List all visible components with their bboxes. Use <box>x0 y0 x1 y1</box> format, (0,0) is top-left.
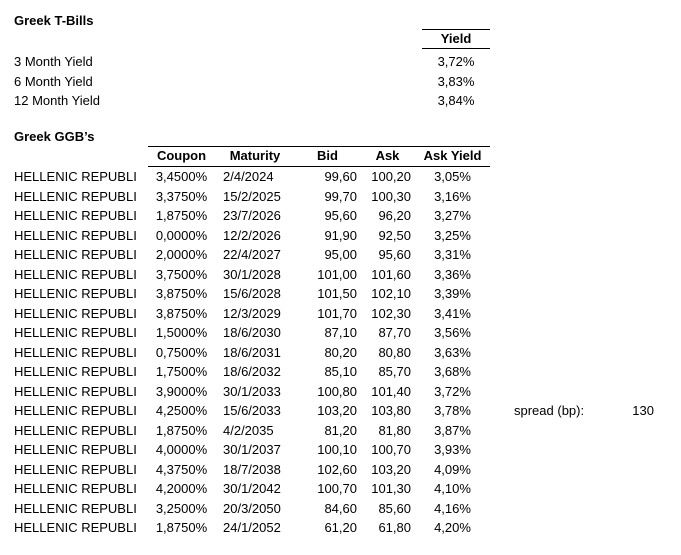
bond-coupon: 4,3750% <box>155 461 208 477</box>
bond-bid: 102,60 <box>317 461 357 477</box>
bond-ask-yield: 4,20% <box>434 520 471 535</box>
bond-row <box>14 460 490 480</box>
bond-bid: 61,20 <box>324 520 357 535</box>
bond-row <box>14 479 490 499</box>
bond-bid: 95,60 <box>324 208 357 223</box>
bond-ask: 61,80 <box>378 520 411 535</box>
bond-maturity: 22/4/2027 <box>223 247 281 262</box>
bond-maturity: 23/7/2026 <box>223 208 281 223</box>
bond-ask-yield: 3,78% <box>434 403 471 418</box>
bond-coupon: 3,7500% <box>155 266 208 282</box>
bond-issuer: HELLENIC REPUBLI <box>14 169 137 184</box>
bond-issuer: HELLENIC REPUBLI <box>14 383 137 399</box>
bond-ask-yield: 3,87% <box>434 422 471 438</box>
bond-coupon: 3,2500% <box>155 500 208 516</box>
bond-maturity: 4/2/2035 <box>223 422 274 438</box>
bond-row <box>14 226 490 246</box>
bond-row <box>14 284 490 304</box>
bond-bid: 99,70 <box>324 188 357 204</box>
bond-ask: 85,60 <box>378 500 411 516</box>
ggb-bond-table <box>14 146 490 538</box>
bond-ask-yield: 3,56% <box>434 325 471 340</box>
bond-issuer: HELLENIC REPUBLI <box>14 403 137 418</box>
bond-maturity: 24/1/2052 <box>223 520 281 535</box>
bond-maturity: 18/6/2032 <box>223 364 281 379</box>
bond-ask-yield: 4,09% <box>434 461 471 477</box>
bond-ask: 102,10 <box>371 286 411 301</box>
spread-annotation <box>514 401 674 421</box>
bond-coupon: 1,5000% <box>155 325 208 340</box>
bond-issuer: HELLENIC REPUBLI <box>14 520 137 535</box>
bond-row <box>14 167 490 187</box>
bond-bid: 95,00 <box>324 247 357 262</box>
bond-issuer: HELLENIC REPUBLI <box>14 442 137 457</box>
bond-row <box>14 362 490 382</box>
header-ask: Ask <box>360 146 415 167</box>
bond-issuer: HELLENIC REPUBLI <box>14 305 137 321</box>
bond-ask: 100,70 <box>371 442 411 457</box>
bond-ask-yield: 4,16% <box>434 500 471 516</box>
bond-maturity: 12/2/2026 <box>223 227 281 243</box>
bond-row <box>14 421 490 441</box>
bond-ask: 100,20 <box>371 169 411 184</box>
bond-ask-yield: 3,72% <box>434 383 471 399</box>
bond-row <box>14 206 490 226</box>
bond-issuer: HELLENIC REPUBLI <box>14 286 137 301</box>
bond-ask: 80,80 <box>378 344 411 360</box>
bond-bid: 99,60 <box>324 169 357 184</box>
bond-ask: 100,30 <box>371 188 411 204</box>
header-ask-yield: Ask Yield <box>415 146 490 167</box>
bond-bid: 100,80 <box>317 383 357 399</box>
bond-ask-yield: 3,05% <box>434 169 471 184</box>
bond-coupon: 4,0000% <box>155 442 208 457</box>
bond-maturity: 2/4/2024 <box>223 169 274 184</box>
bond-ask-yield: 3,41% <box>434 305 471 321</box>
bond-ask: 81,80 <box>378 422 411 438</box>
tbill-yield-value: 3,83% <box>437 73 475 89</box>
bond-row <box>14 265 490 285</box>
bond-bid: 87,10 <box>324 325 357 340</box>
bond-maturity: 30/1/2033 <box>223 383 281 399</box>
tbills-yield-column-header: Yield <box>422 29 490 49</box>
bond-ask: 96,20 <box>378 208 411 223</box>
bond-row <box>14 382 490 402</box>
bond-ask: 87,70 <box>378 325 411 340</box>
ggb-table-body <box>14 167 490 538</box>
bond-ask-yield: 3,27% <box>434 208 471 223</box>
bond-coupon: 1,8750% <box>155 520 208 535</box>
spread-label: spread (bp): <box>514 403 585 418</box>
bond-maturity: 30/1/2028 <box>223 266 281 282</box>
bond-ask: 92,50 <box>378 227 411 243</box>
tbill-yield-value: 3,84% <box>437 93 475 109</box>
bond-coupon: 4,2500% <box>155 403 208 418</box>
bond-coupon: 1,8750% <box>155 422 208 438</box>
tbills-section-title: Greek T-Bills <box>14 13 94 28</box>
bond-coupon: 1,8750% <box>155 208 208 223</box>
bond-row <box>14 518 490 538</box>
bond-issuer: HELLENIC REPUBLI <box>14 188 137 204</box>
bond-ask-yield: 3,63% <box>434 344 471 360</box>
ggb-table-header-row <box>14 146 490 167</box>
bond-maturity: 18/7/2038 <box>223 461 281 477</box>
bond-ask: 85,70 <box>378 364 411 379</box>
tbills-rows <box>14 52 490 111</box>
bond-coupon: 0,7500% <box>155 344 208 360</box>
bond-maturity: 15/2/2025 <box>223 188 281 204</box>
bond-coupon: 0,0000% <box>155 227 208 243</box>
tbill-label: 6 Month Yield <box>14 73 93 89</box>
bond-coupon: 4,2000% <box>155 481 208 496</box>
bond-ask-yield: 3,16% <box>434 188 471 204</box>
bond-ask: 103,80 <box>371 403 411 418</box>
bond-row <box>14 245 490 265</box>
bond-coupon: 3,3750% <box>155 188 208 204</box>
bond-issuer: HELLENIC REPUBLI <box>14 325 137 340</box>
bond-coupon: 3,9000% <box>155 383 208 399</box>
bond-ask: 101,40 <box>371 383 411 399</box>
spread-value: 130 <box>632 403 654 418</box>
bond-ask-yield: 3,39% <box>434 286 471 301</box>
bond-ask-yield: 3,93% <box>434 442 471 457</box>
bond-bid: 81,20 <box>324 422 357 438</box>
bond-issuer: HELLENIC REPUBLI <box>14 481 137 496</box>
header-bid: Bid <box>295 146 360 167</box>
bond-maturity: 12/3/2029 <box>223 305 281 321</box>
bond-row <box>14 187 490 207</box>
bond-coupon: 2,0000% <box>155 247 208 262</box>
bond-bid: 103,20 <box>317 403 357 418</box>
bond-issuer: HELLENIC REPUBLI <box>14 364 137 379</box>
bond-maturity: 18/6/2030 <box>223 325 281 340</box>
ggb-section-title: Greek GGB’s <box>14 129 95 144</box>
tbill-row <box>14 72 490 92</box>
bond-row <box>14 323 490 343</box>
bond-ask-yield: 3,68% <box>434 364 471 379</box>
bond-maturity: 30/1/2042 <box>223 481 281 496</box>
bond-bid: 80,20 <box>324 344 357 360</box>
bond-issuer: HELLENIC REPUBLI <box>14 422 137 438</box>
bond-ask: 103,20 <box>371 461 411 477</box>
bond-ask-yield: 4,10% <box>434 481 471 496</box>
bond-ask-yield: 3,36% <box>434 266 471 282</box>
bond-bid: 100,10 <box>317 442 357 457</box>
bond-bid: 100,70 <box>317 481 357 496</box>
bond-issuer: HELLENIC REPUBLI <box>14 266 137 282</box>
header-coupon: Coupon <box>148 146 215 167</box>
tbill-row <box>14 52 490 72</box>
bond-bid: 101,70 <box>317 305 357 321</box>
bond-ask-yield: 3,31% <box>434 247 471 262</box>
bond-maturity: 30/1/2037 <box>223 442 281 457</box>
bond-bid: 101,50 <box>317 286 357 301</box>
bond-bid: 85,10 <box>324 364 357 379</box>
bond-maturity: 18/6/2031 <box>223 344 281 360</box>
bond-maturity: 15/6/2033 <box>223 403 281 418</box>
bond-row <box>14 401 490 421</box>
bond-ask: 101,30 <box>371 481 411 496</box>
bond-issuer: HELLENIC REPUBLI <box>14 344 137 360</box>
header-maturity: Maturity <box>215 146 295 167</box>
bond-issuer: HELLENIC REPUBLI <box>14 227 137 243</box>
bond-maturity: 15/6/2028 <box>223 286 281 301</box>
tbill-yield-value: 3,72% <box>437 54 475 69</box>
bond-row <box>14 499 490 519</box>
bond-issuer: HELLENIC REPUBLI <box>14 500 137 516</box>
bond-coupon: 3,8750% <box>155 305 208 321</box>
bond-ask-yield: 3,25% <box>434 227 471 243</box>
bond-coupon: 1,7500% <box>155 364 208 379</box>
bond-ask: 95,60 <box>378 247 411 262</box>
tbill-label: 3 Month Yield <box>14 54 93 69</box>
bond-ask: 101,60 <box>371 266 411 282</box>
bond-maturity: 20/3/2050 <box>223 500 281 516</box>
bond-row <box>14 440 490 460</box>
bond-issuer: HELLENIC REPUBLI <box>14 461 137 477</box>
bond-issuer: HELLENIC REPUBLI <box>14 208 137 223</box>
bond-row <box>14 304 490 324</box>
bond-issuer: HELLENIC REPUBLI <box>14 247 137 262</box>
bond-row <box>14 343 490 363</box>
bond-bid: 84,60 <box>324 500 357 516</box>
header-issuer-blank <box>14 146 148 167</box>
bond-coupon: 3,4500% <box>155 169 208 184</box>
bond-bid: 91,90 <box>324 227 357 243</box>
bond-ask: 102,30 <box>371 305 411 321</box>
bond-bid: 101,00 <box>317 266 357 282</box>
tbill-row <box>14 91 490 111</box>
bond-coupon: 3,8750% <box>155 286 208 301</box>
tbill-label: 12 Month Yield <box>14 93 101 109</box>
